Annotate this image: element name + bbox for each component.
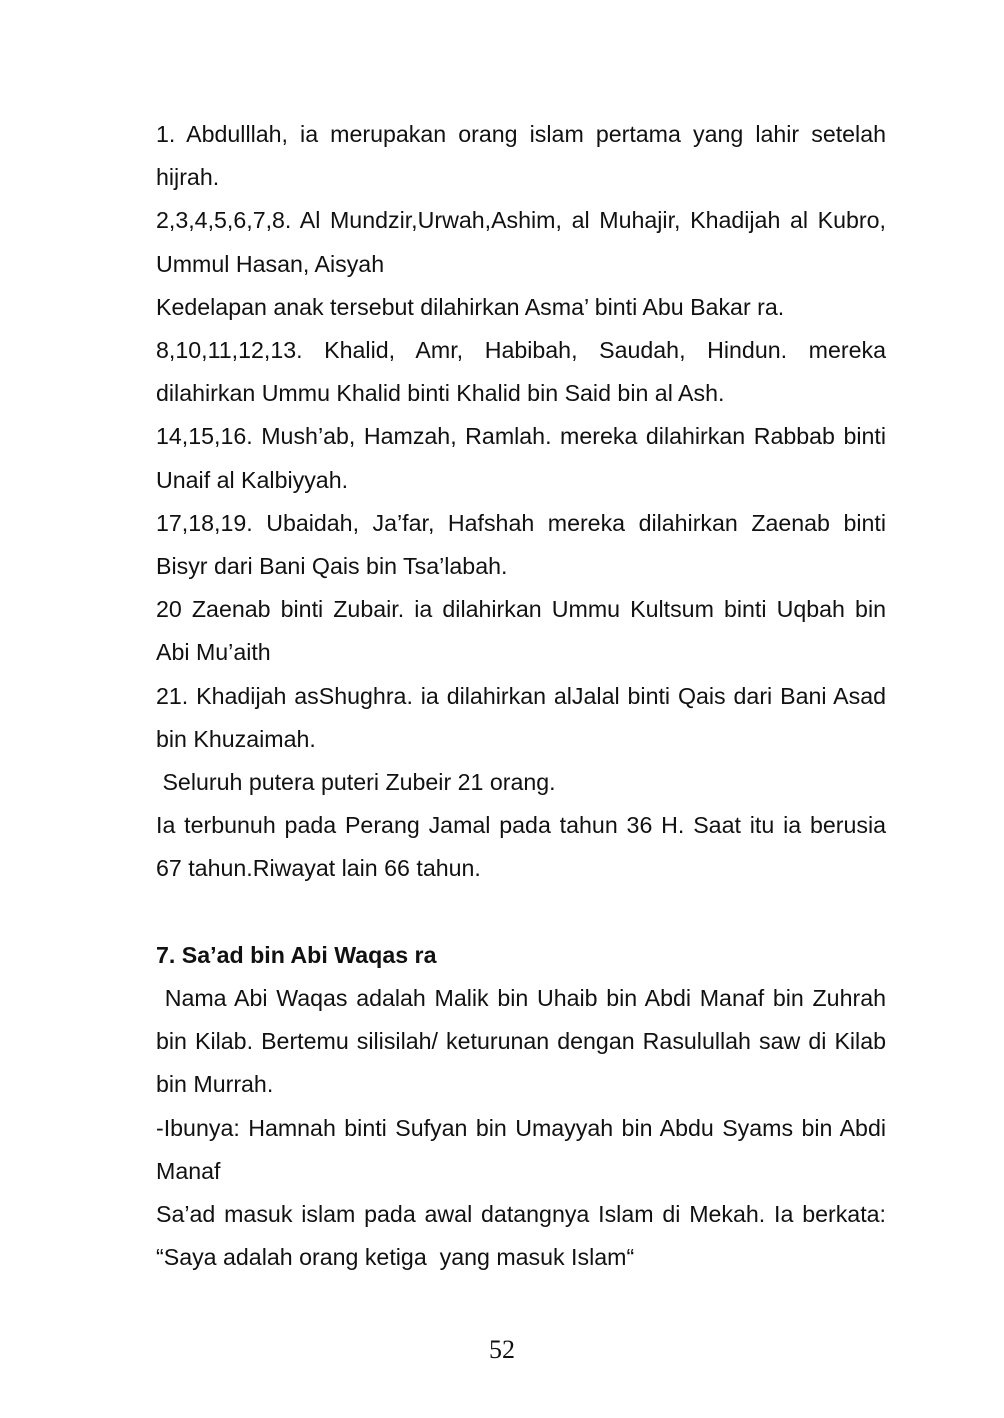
summary-paragraph: Ia terbunuh pada Perang Jamal pada tahun 36 H. Saat itu ia berusia 67 tahun.Riwayat lain 66 tahun. [156, 812, 893, 882]
list-item: Kedelapan anak tersebut dilahirkan Asma’ binti Abu Bakar ra. [156, 293, 785, 320]
summary-paragraph: Seluruh putera puteri Zubeir 21 orang. [156, 769, 556, 796]
list-item: 8,10,11,12,13. Khalid, Amr, Habibah, Saudah, Hindun. mereka dilahirkan Ummu Khalid binti Khalid bin Said bin al Ash. [156, 337, 893, 407]
section-heading: 7. Sa’ad bin Abi Waqas ra [156, 941, 437, 968]
section-spacer [156, 891, 886, 934]
body-paragraph: Sa’ad masuk islam pada awal datangnya Islam di Mekah. Ia berkata: “Saya adalah orang ketiga yang masuk Islam“ [156, 1201, 893, 1271]
list-item: 17,18,19. Ubaidah, Ja’far, Hafshah mereka dilahirkan Zaenab binti Bisyr dari Bani Qais bin Tsa’labah. [156, 509, 893, 580]
page-body [156, 113, 893, 1279]
list-item: 21. Khadijah asShughra. ia dilahirkan alJalal binti Qais dari Bani Asad bin Khuzaimah. [156, 682, 893, 752]
list-item: 1. Abdulllah, ia merupakan orang islam pertama yang lahir setelah hijrah. [156, 121, 893, 191]
body-paragraph: -Ibunya: Hamnah binti Sufyan bin Umayyah bin Abdu Syams bin Abdi Manaf [156, 1114, 893, 1184]
list-item: 14,15,16. Mush’ab, Hamzah, Ramlah. mereka dilahirkan Rabbab binti Unaif al Kalbiyyah. [156, 423, 893, 493]
body-paragraph: Nama Abi Waqas adalah Malik bin Uhaib bin Abdi Manaf bin Zuhrah bin Kilab. Bertemu silisilah/ keturunan dengan Rasulullah saw di Kilab bin Murrah. [156, 985, 893, 1098]
page-number: 52 [489, 1335, 515, 1364]
list-item: 20 Zaenab binti Zubair. ia dilahirkan Ummu Kultsum binti Uqbah bin Abi Mu’aith [156, 596, 892, 666]
list-item: 2,3,4,5,6,7,8. Al Mundzir,Urwah,Ashim, al Muhajir, Khadijah al Kubro, Ummul Hasan, Aisyah [156, 207, 893, 277]
